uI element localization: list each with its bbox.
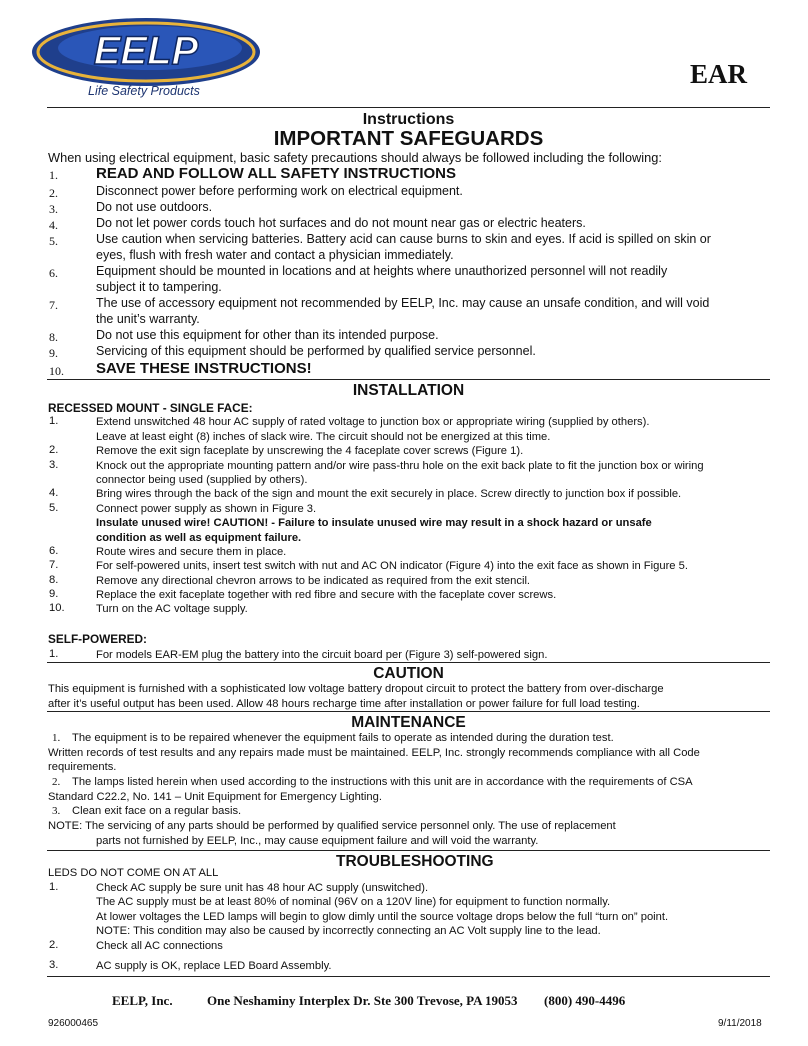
step-text: For self-powered units, insert test switch with nut and AC ON indicator (Figure 4) into the exit face as shown in Figure 5. [96,560,688,572]
step-number: 5. [49,502,59,514]
step-text-cont: connector being used (supplied by others). [96,474,308,486]
troubleshooting-subtitle: LEDS DO NOT COME ON AT ALL [48,867,219,879]
instructions-heading: Instructions [362,111,455,128]
list-item-cont: eyes, flush with fresh water and contact a physician immediately. [96,248,454,262]
step-text: Turn on the AC voltage supply. [96,603,248,615]
footer-company: EELP, Inc. [112,993,173,1008]
maint-text: Clean exit face on a regular basis. [72,805,242,817]
trouble-text: Check all AC connections [96,940,223,952]
safeguards-intro: When using electrical equipment, basic safety precautions should always be followed including the following: [48,150,662,165]
trouble-text: AC supply is OK, replace LED Board Assembly. [96,960,332,972]
step-number: 1. [49,881,59,893]
self-powered-step: For models EAR-EM plug the battery into the circuit board per (Figure 3) self-powered sign. [96,649,548,661]
maint-number: 2. [52,776,61,788]
list-item: Servicing of this equipment should be performed by qualified service personnel. [96,344,536,358]
list-item-cont: the unit’s warranty. [96,312,200,326]
list-item: SAVE THESE INSTRUCTIONS! [96,360,312,377]
trouble-text-cont: The AC supply must be at least 80% of nominal (96V on a 120V line) for equipment to function normally. [96,896,611,908]
maint-text: The lamps listed herein when used according to the instructions with this unit are in accordance with the requirements of CSA [72,776,693,788]
self-powered-title: SELF-POWERED: [48,632,147,646]
step-number: 4. [49,487,59,499]
list-item: Equipment should be mounted in locations and at heights where unauthorized personnel will not readily [96,264,668,278]
list-item: The use of accessory equipment not recommended by EELP, Inc. may cause an unsafe condition, and will void [96,296,710,310]
step-number: 1. [49,648,59,660]
doc-date: 9/11/2018 [718,1018,762,1029]
step-text: Route wires and secure them in place. [96,546,287,558]
trouble-text: Check AC supply be sure unit has 48 hour AC supply (unswitched). [96,882,429,894]
maint-note: NOTE: The servicing of any parts should be performed by qualified service personnel only. The use of replacement [48,820,616,832]
list-number: 2. [49,186,58,200]
trouble-text-cont: NOTE: This condition may also be caused by incorrectly connecting an AC Volt supply line to the lead. [96,925,601,937]
step-number: 9. [49,588,59,600]
trouble-text-cont: At lower voltages the LED lamps will begin to glow dimly until the source voltage drops below the full “turn on” point. [96,911,669,923]
step-number: 3. [49,459,59,471]
step-number: 10. [49,602,65,614]
list-number: 9. [49,346,58,360]
list-item: Do not use this equipment for other than its intended purpose. [96,328,439,342]
maint-text: Standard C22.2, No. 141 – Unit Equipment for Emergency Lighting. [48,791,382,803]
logo-wordmark: EELP [93,29,199,73]
list-number: 5. [49,234,58,248]
model-code: EAR [690,59,748,89]
footer-phone: (800) 490-4496 [544,993,626,1008]
step-text: Extend unswitched 48 hour AC supply of rated voltage to junction box or appropriate wiring (supplied by others). [96,416,650,428]
list-item: Disconnect power before performing work on electrical equipment. [96,184,463,198]
list-item: Do not use outdoors. [96,200,213,214]
step-number: 7. [49,559,59,571]
maintenance-title: MAINTENANCE [351,714,466,731]
step-text-cont: Leave at least eight (8) inches of slack wire. The circuit should not be energized at this time. [96,431,551,443]
warning-text: Insulate unused wire! CAUTION! - Failure to insulate unused wire may result in a shock hazard or unsafe [96,517,652,529]
step-text: Knock out the appropriate mounting pattern and/or wire pass-thru hole on the exit back plate to fit the junction box or wiring [96,460,704,472]
caution-title: CAUTION [373,665,444,682]
step-text: Bring wires through the back of the sign and mount the exit securely in place. Screw directly to junction box if possible. [96,488,682,500]
safeguards-title: IMPORTANT SAFEGUARDS [273,127,544,150]
recessed-mount-title: RECESSED MOUNT - SINGLE FACE: [48,401,253,415]
section-divider [47,850,770,851]
caution-text-cont: after it’s useful output has been used. Allow 48 hours recharge time after installation or power failure for full load testing. [48,698,640,710]
list-number: 6. [49,266,58,280]
list-item: Do not let power cords touch hot surfaces and do not mount near gas or electric heaters. [96,216,586,230]
list-number: 10. [49,364,64,378]
step-number: 8. [49,574,59,586]
section-divider [47,662,770,663]
step-text: Remove the exit sign faceplate by unscrewing the 4 faceplate cover screws (Figure 1). [96,445,524,457]
step-text: Replace the exit faceplate together with red fibre and secure with the faceplate cover screws. [96,589,557,601]
step-text: Connect power supply as shown in Figure 3. [96,503,317,515]
maint-number: 3. [52,805,61,817]
list-number: 8. [49,330,58,344]
step-number: 1. [49,415,59,427]
step-text: Remove any directional chevron arrows to be indicated as required from the exit stencil. [96,575,531,587]
maint-number: 1. [52,732,61,744]
list-number: 3. [49,202,58,216]
logo-tagline: Life Safety Products [88,84,200,98]
footer-address: One Neshaminy Interplex Dr. Ste 300 Trevose, PA 19053 [207,993,518,1008]
header-divider [47,107,770,108]
maint-text: Written records of test results and any repairs made must be maintained. EELP, Inc. strongly recommends compliance with all Code [48,747,700,759]
section-divider [47,711,770,712]
list-item: READ AND FOLLOW ALL SAFETY INSTRUCTIONS [96,165,456,182]
footer-divider [47,976,770,977]
list-number: 1. [49,168,58,182]
doc-number: 926000465 [48,1018,99,1029]
warning-text-cont: condition as well as equipment failure. [96,532,302,544]
list-number: 7. [49,298,58,312]
step-number: 6. [49,545,59,557]
troubleshooting-title: TROUBLESHOOTING [336,853,494,870]
step-number: 3. [49,959,59,971]
eelp-logo [28,12,264,98]
list-number: 4. [49,218,58,232]
maint-note-cont: parts not furnished by EELP, Inc., may cause equipment failure and will void the warranty. [96,835,539,847]
maint-text: requirements. [48,761,117,773]
list-item: Use caution when servicing batteries. Battery acid can cause burns to skin and eyes. If acid is spilled on skin or [96,232,711,246]
step-number: 2. [49,444,59,456]
caution-text: This equipment is furnished with a sophisticated low voltage battery dropout circuit to protect the battery from over-discharge [48,683,664,695]
maint-text: The equipment is to be repaired whenever the equipment fails to operate as intended during the duration test. [72,732,614,744]
step-number: 2. [49,939,59,951]
list-item-cont: subject it to tampering. [96,280,222,294]
section-divider [47,379,770,380]
installation-title: INSTALLATION [352,382,465,399]
